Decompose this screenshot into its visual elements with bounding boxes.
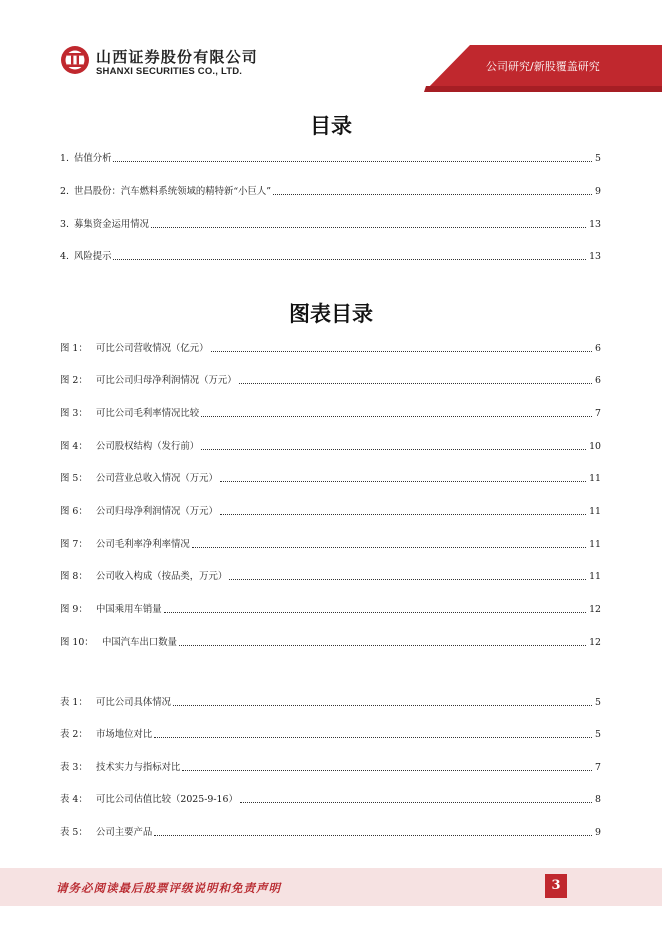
leader-dots: [220, 513, 586, 515]
figure-entry-text: 可比公司营收情况（亿元）: [96, 343, 209, 354]
figure-entry-text: 公司毛利率净利率情况: [96, 539, 190, 550]
table-entry-number: 表 1：: [60, 697, 88, 708]
toc-entry-number: 4.: [60, 251, 69, 262]
table-entry-number: 表 3：: [60, 762, 88, 773]
table-entry-page: 5: [595, 697, 601, 708]
company-name-cn: 山西证券股份有限公司: [96, 48, 259, 66]
table-entry-text: 可比公司具体情况: [96, 697, 172, 708]
toc-entry-page: 13: [589, 251, 601, 262]
figure-entry-page: 10: [589, 441, 601, 452]
leader-dots: [192, 546, 586, 548]
figure-entry[interactable]: [60, 601, 601, 617]
toc-entry[interactable]: [60, 248, 601, 264]
figure-entry-number: 图 1：: [60, 343, 88, 354]
figure-entry-text: 公司收入构成（按品类，万元）: [96, 571, 228, 582]
figure-entry[interactable]: [60, 372, 601, 388]
leader-dots: [179, 644, 586, 646]
company-name-en: SHANXI SECURITIES CO., LTD.: [96, 66, 243, 77]
figure-entry-text: 可比公司归母净利润情况（万元）: [96, 375, 237, 386]
figure-entry-text: 公司营业总收入情况（万元）: [96, 473, 218, 484]
figure-entry[interactable]: [60, 568, 601, 584]
disclaimer-link[interactable]: 请务必阅读最后股票评级说明和免责声明: [56, 881, 281, 895]
leader-dots: [164, 611, 586, 613]
figure-entry-number: 图 5：: [60, 473, 88, 484]
table-entry-page: 5: [595, 729, 601, 740]
table-entry-number: 表 4：: [60, 794, 88, 805]
toc-title: 目录: [310, 113, 352, 138]
leader-dots: [273, 193, 592, 195]
figure-list-title: 图表目录: [289, 301, 373, 326]
table-entry-number: 表 5：: [60, 827, 88, 838]
figure-entry-page: 11: [589, 473, 601, 484]
figure-entry-text: 可比公司毛利率情况比较: [96, 408, 200, 419]
figure-entry-text: 公司归母净利润情况（万元）: [96, 506, 218, 517]
figure-entry-page: 6: [595, 343, 601, 354]
toc-entry-number: 2.: [60, 186, 69, 197]
figure-entry[interactable]: [60, 470, 601, 486]
table-entry-page: 9: [595, 827, 601, 838]
page-number: 3: [545, 874, 567, 898]
leader-dots: [182, 769, 592, 771]
figure-entry-page: 6: [595, 375, 601, 386]
figure-entry[interactable]: [60, 340, 601, 356]
table-entry-number: 表 2：: [60, 729, 88, 740]
toc-entry-page: 9: [595, 186, 601, 197]
leader-dots: [240, 801, 592, 803]
figure-entry-page: 7: [595, 408, 601, 419]
figure-entry-number: 图 6：: [60, 506, 88, 517]
toc-entry[interactable]: [60, 183, 601, 199]
leader-dots: [154, 736, 592, 738]
figure-entry-number: 图 9：: [60, 604, 88, 615]
leader-dots: [151, 226, 586, 228]
figure-entry-number: 图 8：: [60, 571, 88, 582]
leader-dots: [211, 350, 592, 352]
figure-entry-number: 图 2：: [60, 375, 88, 386]
toc-entry[interactable]: [60, 216, 601, 232]
leader-dots: [229, 578, 586, 580]
figure-entry-text: 中国乘用车销量: [96, 604, 162, 615]
toc-entry-text: 募集资金运用情况: [73, 219, 149, 230]
page-footer: [0, 868, 662, 906]
toc-entry-number: 1.: [60, 153, 69, 164]
table-entry-text: 市场地位对比: [96, 729, 153, 740]
figure-entry[interactable]: [60, 438, 601, 454]
leader-dots: [113, 258, 586, 260]
table-entry-text: 公司主要产品: [96, 827, 153, 838]
table-entry-page: 7: [595, 762, 601, 773]
figure-entry-number: 图 3：: [60, 408, 88, 419]
leader-dots: [201, 448, 586, 450]
leader-dots: [173, 704, 592, 706]
table-entry[interactable]: [60, 694, 601, 710]
toc-entry-page: 5: [595, 153, 601, 164]
leader-dots: [239, 382, 592, 384]
table-entry-page: 8: [595, 794, 601, 805]
leader-dots: [201, 415, 592, 417]
figure-entry-number: 图 4：: [60, 441, 88, 452]
table-entry-text: 技术实力与指标对比: [96, 762, 181, 773]
table-entry[interactable]: [60, 824, 601, 840]
toc-entry-number: 3.: [60, 219, 69, 230]
figure-entry[interactable]: [60, 634, 601, 650]
figure-entry-text: 中国汽车出口数量: [102, 637, 178, 648]
report-type: 公司研究/新股覆盖研究: [486, 60, 600, 73]
table-entry[interactable]: [60, 726, 601, 742]
table-entry[interactable]: [60, 759, 601, 775]
figure-entry-page: 12: [589, 604, 601, 615]
figure-entry-page: 11: [589, 539, 601, 550]
figure-entry[interactable]: [60, 536, 601, 552]
toc-entry[interactable]: [60, 150, 601, 166]
toc-entry-text: 估值分析: [73, 153, 112, 164]
figure-entry-page: 11: [589, 506, 601, 517]
figure-entry-text: 公司股权结构（发行前）: [96, 441, 200, 452]
toc-entry-text: 世昌股份：汽车燃料系统领域的精特新“小巨人”: [73, 186, 272, 197]
figure-entry-page: 11: [589, 571, 601, 582]
figure-entry[interactable]: [60, 405, 601, 421]
leader-dots: [113, 160, 592, 162]
figure-entry-number: 图 10：: [60, 637, 94, 648]
page-header: [0, 0, 662, 92]
leader-dots: [154, 834, 592, 836]
figure-entry-page: 12: [589, 637, 601, 648]
company-logo-icon: [60, 45, 90, 75]
table-entry[interactable]: [60, 791, 601, 807]
figure-entry[interactable]: [60, 503, 601, 519]
toc-entry-page: 13: [589, 219, 601, 230]
table-entry-text: 可比公司估值比较（2025-9-16）: [96, 794, 238, 805]
figure-entry-number: 图 7：: [60, 539, 88, 550]
leader-dots: [220, 480, 586, 482]
toc-entry-text: 风险提示: [73, 251, 112, 262]
